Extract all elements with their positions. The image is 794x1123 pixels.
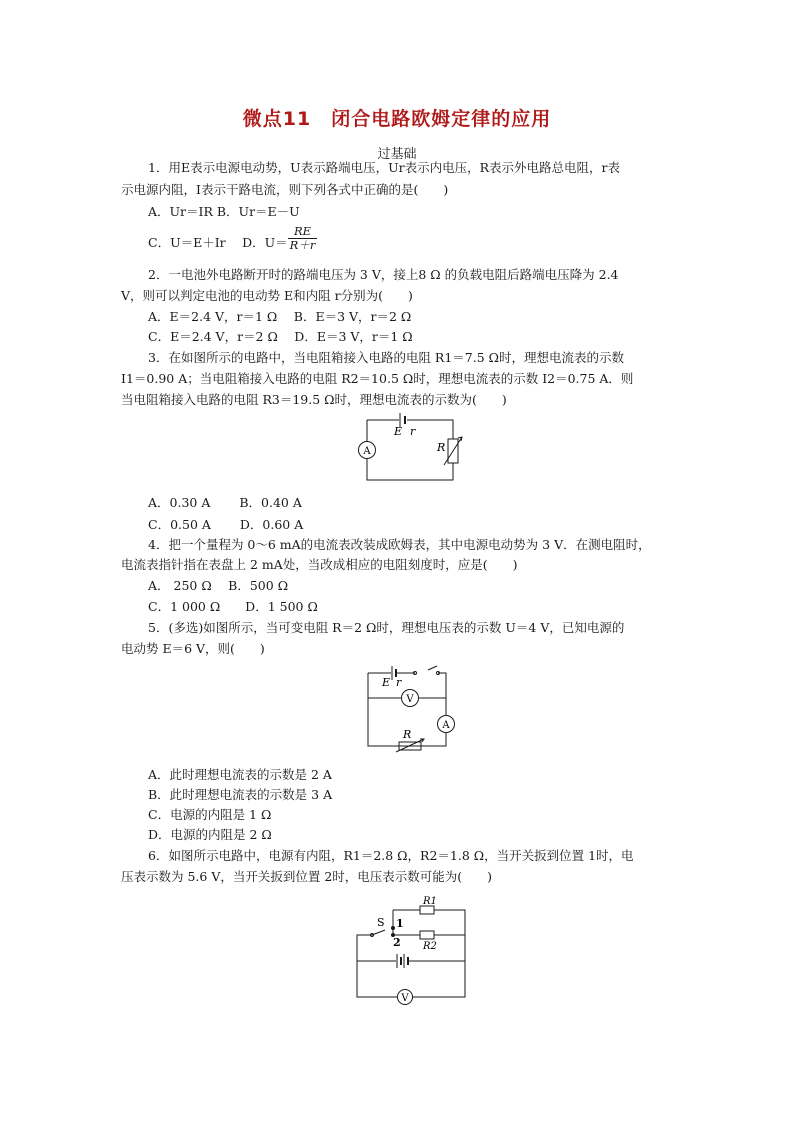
q3-stem-line3: 当电阻箱接入电路的电阻 R3＝19.5 Ω时，理想电流表的示数为( ) xyxy=(121,392,507,407)
q1-option-cd-text: C．U＝E＋Ir D．U＝ xyxy=(148,235,288,250)
page-title: 微点11 闭合电路欧姆定律的应用 xyxy=(242,108,552,130)
q3-resistor-label: R xyxy=(437,441,446,454)
q6-circuit-diagram xyxy=(350,890,470,1004)
q5-option-d: D．电源的内阻是 2 Ω xyxy=(148,827,272,842)
q6-voltmeter-label: V xyxy=(401,993,409,1004)
q3-options-cd: C．0.50 A D．0.60 A xyxy=(148,517,304,532)
q5-option-a: A．此时理想电流表的示数是 2 A xyxy=(148,767,332,782)
q3-circuit-diagram xyxy=(350,410,470,485)
section-heading: 过基础 xyxy=(377,147,417,162)
q4-options-ab: A． 250 Ω B．500 Ω xyxy=(148,578,289,593)
q2-options-ab: A．E＝2.4 V，r＝1 Ω B．E＝3 V，r＝2 Ω xyxy=(148,309,412,324)
q5-circuit-diagram xyxy=(358,660,468,750)
q1-stem-line1: 1．用E表示电源电动势，U表示路端电压，Ur表示内电压，R表示外电路总电阻，r表 xyxy=(148,160,621,175)
q5-stem-line2: 电动势 E＝6 V，则( ) xyxy=(121,641,265,656)
q3-emf-label: E xyxy=(394,425,403,438)
q3-stem-line1: 3．在如图所示的电路中，当电阻箱接入电路的电阻 R1＝7.5 Ω时，理想电流表的示数 xyxy=(148,350,625,365)
q6-position-1-label: 1 xyxy=(396,917,404,930)
q4-options-cd: C．1 000 Ω D．1 500 Ω xyxy=(148,599,318,614)
q5-ammeter-label: A xyxy=(442,720,450,731)
q5-option-b: B．此时理想电流表的示数是 3 A xyxy=(148,787,333,802)
q2-stem-line1: 2．一电池外电路断开时的路端电压为 3 V，接上8 Ω 的负载电阻后路端电压降为 2.4 xyxy=(148,267,619,282)
q3-options-ab: A．0.30 A B．0.40 A xyxy=(148,495,302,510)
q6-r1-label: R1 xyxy=(423,896,437,907)
q5-emf-label: E xyxy=(382,676,391,689)
q5-voltmeter-label: V xyxy=(406,694,414,705)
q1-option-cd xyxy=(148,224,317,252)
q5-stem-line1: 5．(多选)如图所示，当可变电阻 R＝2 Ω时，理想电压表的示数 U＝4 V，已知电源的 xyxy=(148,620,625,635)
q5-resistor-label: R xyxy=(403,728,412,741)
q6-switch-label: S xyxy=(377,916,385,929)
q2-options-cd: C．E＝2.4 V，r＝2 Ω D．E＝3 V，r＝1 Ω xyxy=(148,329,413,344)
q3-stem-line2: I1＝0.90 A；当电阻箱接入电路的电阻 R2＝10.5 Ω时，理想电流表的示数 I2＝0.75 A．则 xyxy=(121,371,634,386)
q1-fraction-numerator: RE xyxy=(288,225,318,239)
q1-stem-line2: 示电源内阻，I表示干路电流，则下列各式中正确的是( ) xyxy=(121,182,449,197)
q6-r2-label: R2 xyxy=(423,941,437,952)
q3-internal-resistance-label: r xyxy=(410,425,416,438)
q5-internal-resistance-label: r xyxy=(396,676,402,689)
q6-stem-line2: 压表示数为 5.6 V，当开关扳到位置 2时，电压表示数可能为( ) xyxy=(121,869,493,884)
q4-stem-line1: 4．把一个量程为 0～6 mA的电流表改装成欧姆表，其中电源电动势为 3 V．在测电阻时， xyxy=(148,537,651,552)
q1-options-ab: A．Ur＝IR B．Ur＝E－U xyxy=(148,204,300,219)
q1-fraction-denominator: R＋r xyxy=(289,238,316,252)
q3-ammeter-label: A xyxy=(363,446,371,457)
q4-stem-line2: 电流表指针指在表盘上 2 mA处，当改成相应的电阻刻度时，应是( ) xyxy=(121,557,518,572)
q5-option-c: C．电源的内阻是 1 Ω xyxy=(148,807,272,822)
q6-position-2-label: 2 xyxy=(393,936,401,949)
q2-stem-line2: V，则可以判定电池的电动势 E和内阻 r分别为( ) xyxy=(121,288,413,303)
q6-stem-line1: 6．如图所示电路中，电源有内阻，R1＝2.8 Ω，R2＝1.8 Ω，当开关扳到位置 1时，电 xyxy=(148,848,634,863)
q1-fraction xyxy=(288,225,318,252)
